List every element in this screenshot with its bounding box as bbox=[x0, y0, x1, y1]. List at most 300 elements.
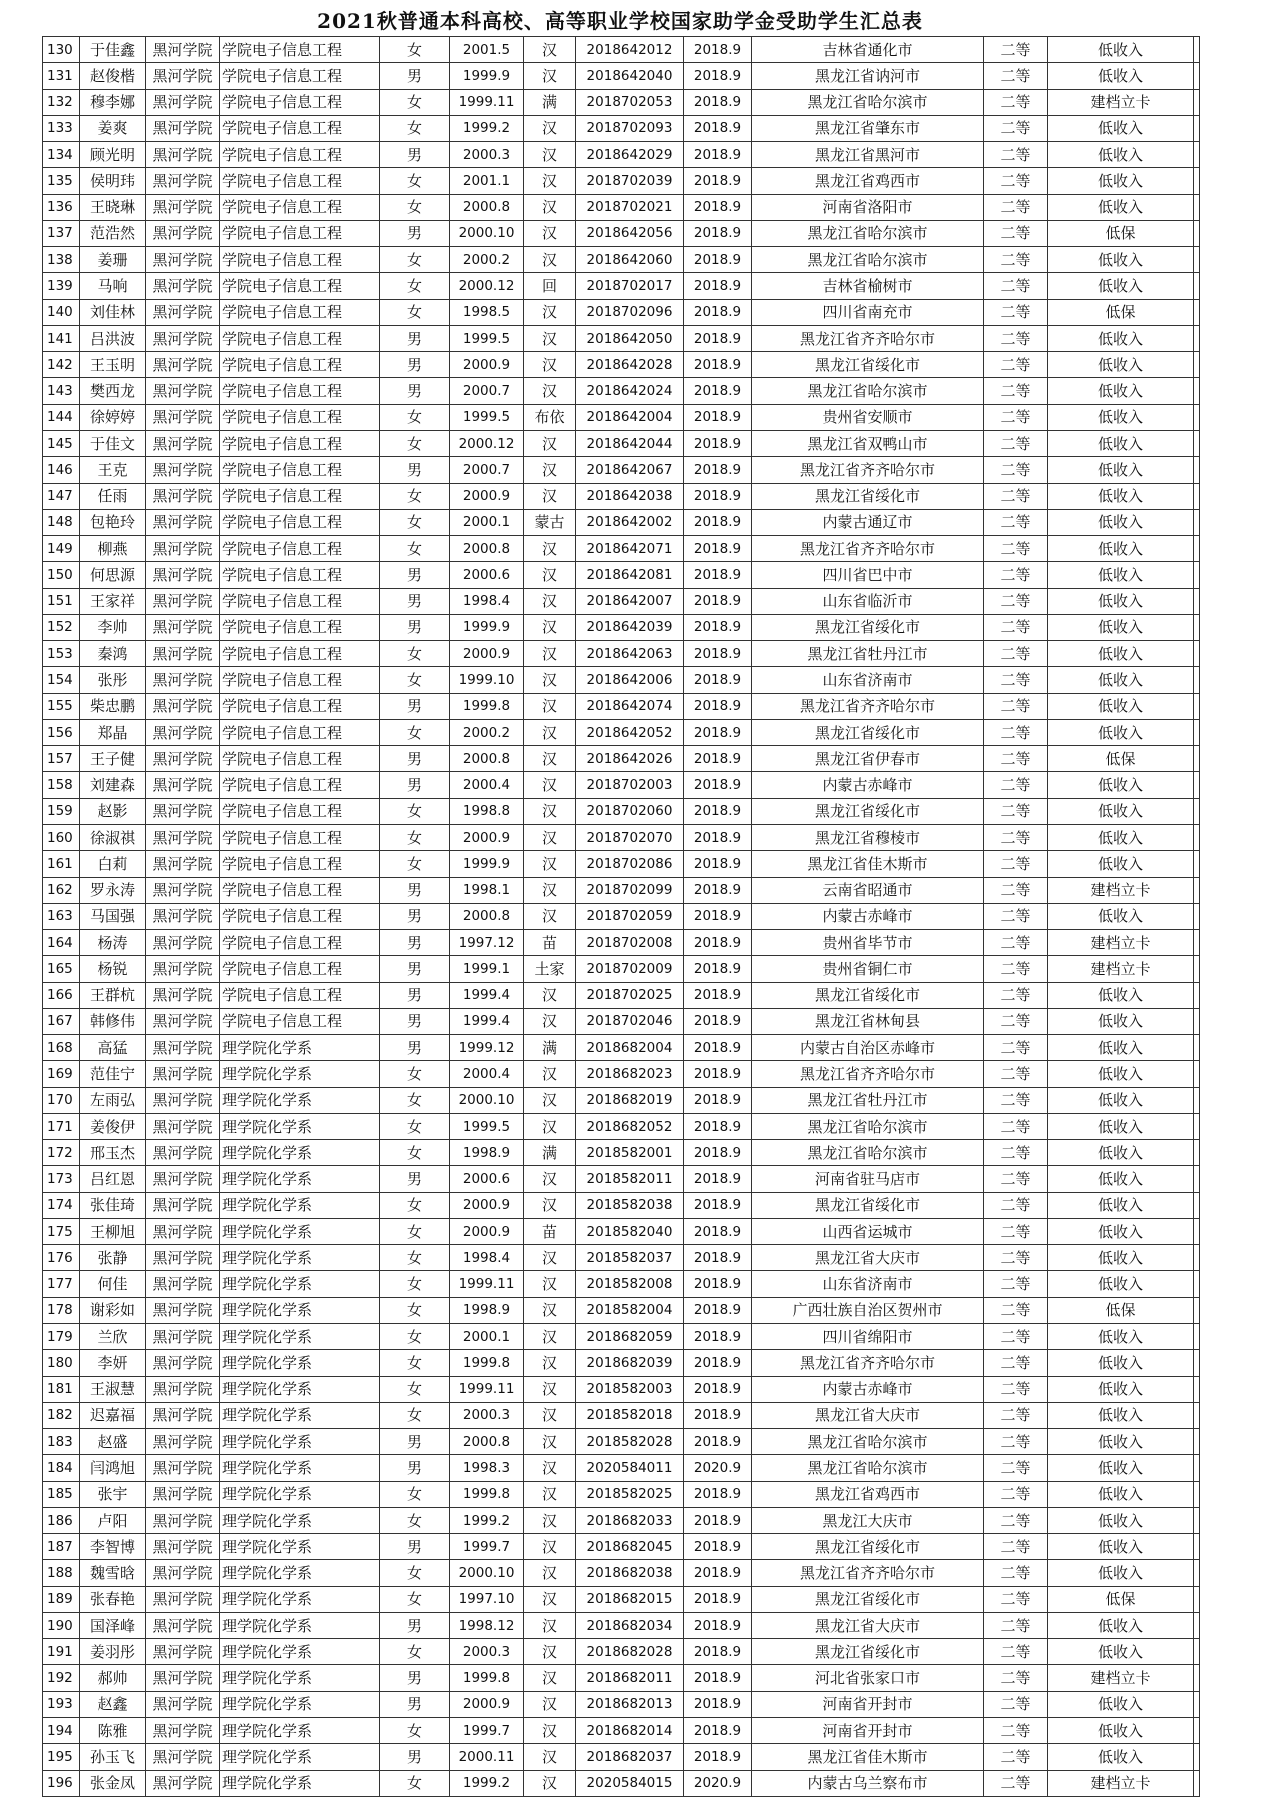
cell-enroll: 2018.9 bbox=[684, 404, 752, 430]
cell-category: 低收入 bbox=[1048, 562, 1194, 588]
cell-name: 赵鑫 bbox=[80, 1691, 146, 1717]
table-row bbox=[43, 772, 1200, 798]
cell-id: 2018642006 bbox=[576, 667, 684, 693]
cell-no: 131 bbox=[43, 63, 80, 89]
cell-empty bbox=[1194, 63, 1200, 89]
cell-level: 二等 bbox=[984, 1586, 1048, 1612]
cell-level: 二等 bbox=[984, 772, 1048, 798]
cell-category: 低收入 bbox=[1048, 1560, 1194, 1586]
cell-category: 低收入 bbox=[1048, 457, 1194, 483]
cell-birth: 2000.10 bbox=[450, 1087, 524, 1113]
cell-enroll: 2018.9 bbox=[684, 1035, 752, 1061]
cell-origin: 吉林省通化市 bbox=[752, 37, 984, 63]
cell-level: 二等 bbox=[984, 719, 1048, 745]
cell-dept: 学院电子信息工程 bbox=[220, 404, 380, 430]
cell-origin: 黑龙江省绥化市 bbox=[752, 1192, 984, 1218]
cell-enroll: 2018.9 bbox=[684, 220, 752, 246]
cell-no: 180 bbox=[43, 1350, 80, 1376]
cell-school: 黑河学院 bbox=[146, 63, 220, 89]
cell-birth: 1999.9 bbox=[450, 63, 524, 89]
cell-level: 二等 bbox=[984, 299, 1048, 325]
cell-no: 153 bbox=[43, 641, 80, 667]
cell-no: 145 bbox=[43, 430, 80, 456]
cell-no: 183 bbox=[43, 1429, 80, 1455]
cell-no: 135 bbox=[43, 168, 80, 194]
table-row bbox=[43, 614, 1200, 640]
cell-id: 2018702086 bbox=[576, 851, 684, 877]
cell-birth: 2000.8 bbox=[450, 536, 524, 562]
cell-enroll: 2020.9 bbox=[684, 1455, 752, 1481]
cell-no: 144 bbox=[43, 404, 80, 430]
cell-dept: 理学院化学系 bbox=[220, 1429, 380, 1455]
cell-school: 黑河学院 bbox=[146, 588, 220, 614]
cell-id: 2018682019 bbox=[576, 1087, 684, 1113]
cell-id: 2018642040 bbox=[576, 63, 684, 89]
cell-ethnicity: 汉 bbox=[524, 220, 576, 246]
cell-name: 范浩然 bbox=[80, 220, 146, 246]
cell-birth: 2000.6 bbox=[450, 562, 524, 588]
cell-name: 何佳 bbox=[80, 1271, 146, 1297]
cell-name: 兰欣 bbox=[80, 1324, 146, 1350]
cell-ethnicity: 汉 bbox=[524, 1350, 576, 1376]
cell-name: 何思源 bbox=[80, 562, 146, 588]
cell-enroll: 2018.9 bbox=[684, 1718, 752, 1744]
cell-empty bbox=[1194, 37, 1200, 63]
cell-dept: 学院电子信息工程 bbox=[220, 641, 380, 667]
cell-origin: 黑龙江省穆棱市 bbox=[752, 824, 984, 850]
cell-name: 吕红恩 bbox=[80, 1166, 146, 1192]
cell-enroll: 2018.9 bbox=[684, 1350, 752, 1376]
cell-birth: 1999.1 bbox=[450, 956, 524, 982]
table-row bbox=[43, 1087, 1200, 1113]
cell-id: 2018582037 bbox=[576, 1245, 684, 1271]
cell-name: 侯明玮 bbox=[80, 168, 146, 194]
cell-id: 2018642063 bbox=[576, 641, 684, 667]
cell-level: 二等 bbox=[984, 1218, 1048, 1244]
cell-gender: 男 bbox=[380, 142, 450, 168]
cell-id: 2018642038 bbox=[576, 483, 684, 509]
cell-school: 黑河学院 bbox=[146, 1008, 220, 1034]
cell-school: 黑河学院 bbox=[146, 115, 220, 141]
cell-dept: 学院电子信息工程 bbox=[220, 220, 380, 246]
table-row bbox=[43, 1271, 1200, 1297]
cell-no: 170 bbox=[43, 1087, 80, 1113]
cell-gender: 男 bbox=[380, 1008, 450, 1034]
cell-birth: 1999.8 bbox=[450, 693, 524, 719]
cell-gender: 女 bbox=[380, 536, 450, 562]
cell-level: 二等 bbox=[984, 63, 1048, 89]
cell-name: 樊西龙 bbox=[80, 378, 146, 404]
cell-id: 2018702017 bbox=[576, 273, 684, 299]
cell-no: 177 bbox=[43, 1271, 80, 1297]
cell-empty bbox=[1194, 877, 1200, 903]
cell-empty bbox=[1194, 798, 1200, 824]
cell-category: 低收入 bbox=[1048, 430, 1194, 456]
cell-birth: 1999.5 bbox=[450, 1113, 524, 1139]
cell-no: 178 bbox=[43, 1297, 80, 1323]
cell-school: 黑河学院 bbox=[146, 851, 220, 877]
cell-category: 低收入 bbox=[1048, 667, 1194, 693]
cell-id: 2018702099 bbox=[576, 877, 684, 903]
cell-level: 二等 bbox=[984, 1481, 1048, 1507]
cell-dept: 学院电子信息工程 bbox=[220, 772, 380, 798]
cell-birth: 2000.11 bbox=[450, 1744, 524, 1770]
cell-dept: 理学院化学系 bbox=[220, 1534, 380, 1560]
cell-category: 低收入 bbox=[1048, 1113, 1194, 1139]
table-row bbox=[43, 1061, 1200, 1087]
cell-dept: 学院电子信息工程 bbox=[220, 851, 380, 877]
cell-no: 136 bbox=[43, 194, 80, 220]
cell-school: 黑河学院 bbox=[146, 1507, 220, 1533]
cell-birth: 1999.8 bbox=[450, 1481, 524, 1507]
cell-ethnicity: 汉 bbox=[524, 877, 576, 903]
cell-empty bbox=[1194, 1612, 1200, 1638]
cell-id: 2018642002 bbox=[576, 509, 684, 535]
cell-gender: 女 bbox=[380, 168, 450, 194]
cell-category: 建档立卡 bbox=[1048, 930, 1194, 956]
cell-ethnicity: 汉 bbox=[524, 1455, 576, 1481]
cell-origin: 黑龙江省齐齐哈尔市 bbox=[752, 536, 984, 562]
cell-level: 二等 bbox=[984, 1744, 1048, 1770]
cell-no: 175 bbox=[43, 1218, 80, 1244]
cell-origin: 黑龙江省哈尔滨市 bbox=[752, 1429, 984, 1455]
cell-ethnicity: 苗 bbox=[524, 1218, 576, 1244]
cell-empty bbox=[1194, 1770, 1200, 1796]
cell-category: 低收入 bbox=[1048, 404, 1194, 430]
cell-school: 黑河学院 bbox=[146, 37, 220, 63]
cell-name: 国泽峰 bbox=[80, 1612, 146, 1638]
cell-birth: 1999.9 bbox=[450, 614, 524, 640]
cell-dept: 学院电子信息工程 bbox=[220, 956, 380, 982]
cell-dept: 学院电子信息工程 bbox=[220, 903, 380, 929]
cell-origin: 黑龙江省绥化市 bbox=[752, 1639, 984, 1665]
cell-name: 李妍 bbox=[80, 1350, 146, 1376]
cell-empty bbox=[1194, 483, 1200, 509]
cell-gender: 女 bbox=[380, 1639, 450, 1665]
cell-empty bbox=[1194, 142, 1200, 168]
cell-name: 谢彩如 bbox=[80, 1297, 146, 1323]
cell-id: 2018582018 bbox=[576, 1402, 684, 1428]
cell-gender: 女 bbox=[380, 89, 450, 115]
cell-no: 174 bbox=[43, 1192, 80, 1218]
cell-level: 二等 bbox=[984, 1691, 1048, 1717]
cell-name: 邢玉杰 bbox=[80, 1140, 146, 1166]
cell-level: 二等 bbox=[984, 667, 1048, 693]
cell-level: 二等 bbox=[984, 142, 1048, 168]
cell-gender: 女 bbox=[380, 851, 450, 877]
cell-category: 低收入 bbox=[1048, 903, 1194, 929]
cell-ethnicity: 汉 bbox=[524, 1402, 576, 1428]
cell-no: 146 bbox=[43, 457, 80, 483]
cell-origin: 吉林省榆树市 bbox=[752, 273, 984, 299]
table-row bbox=[43, 877, 1200, 903]
cell-dept: 理学院化学系 bbox=[220, 1402, 380, 1428]
cell-ethnicity: 汉 bbox=[524, 641, 576, 667]
cell-category: 低收入 bbox=[1048, 641, 1194, 667]
table-row bbox=[43, 1218, 1200, 1244]
cell-origin: 黑龙江省大庆市 bbox=[752, 1612, 984, 1638]
cell-origin: 云南省昭通市 bbox=[752, 877, 984, 903]
cell-id: 2018682052 bbox=[576, 1113, 684, 1139]
cell-school: 黑河学院 bbox=[146, 1744, 220, 1770]
cell-ethnicity: 汉 bbox=[524, 824, 576, 850]
table-row bbox=[43, 247, 1200, 273]
cell-school: 黑河学院 bbox=[146, 509, 220, 535]
cell-gender: 男 bbox=[380, 693, 450, 719]
cell-category: 低收入 bbox=[1048, 798, 1194, 824]
cell-no: 189 bbox=[43, 1586, 80, 1612]
cell-name: 王克 bbox=[80, 457, 146, 483]
cell-birth: 2000.1 bbox=[450, 509, 524, 535]
cell-birth: 1999.5 bbox=[450, 325, 524, 351]
cell-name: 左雨弘 bbox=[80, 1087, 146, 1113]
cell-dept: 理学院化学系 bbox=[220, 1455, 380, 1481]
cell-gender: 女 bbox=[380, 1061, 450, 1087]
table-row bbox=[43, 1455, 1200, 1481]
cell-enroll: 2018.9 bbox=[684, 1507, 752, 1533]
cell-school: 黑河学院 bbox=[146, 1639, 220, 1665]
cell-ethnicity: 汉 bbox=[524, 430, 576, 456]
cell-name: 穆李娜 bbox=[80, 89, 146, 115]
cell-level: 二等 bbox=[984, 1140, 1048, 1166]
cell-birth: 1999.9 bbox=[450, 851, 524, 877]
cell-name: 马响 bbox=[80, 273, 146, 299]
cell-ethnicity: 汉 bbox=[524, 247, 576, 273]
cell-empty bbox=[1194, 1402, 1200, 1428]
cell-empty bbox=[1194, 667, 1200, 693]
table-row bbox=[43, 798, 1200, 824]
cell-enroll: 2018.9 bbox=[684, 37, 752, 63]
cell-school: 黑河学院 bbox=[146, 1218, 220, 1244]
cell-level: 二等 bbox=[984, 194, 1048, 220]
cell-school: 黑河学院 bbox=[146, 457, 220, 483]
table-row bbox=[43, 956, 1200, 982]
cell-dept: 学院电子信息工程 bbox=[220, 1008, 380, 1034]
cell-no: 138 bbox=[43, 247, 80, 273]
cell-birth: 2000.9 bbox=[450, 1218, 524, 1244]
cell-id: 2018682039 bbox=[576, 1350, 684, 1376]
cell-origin: 黑龙江省哈尔滨市 bbox=[752, 89, 984, 115]
cell-birth: 1999.8 bbox=[450, 1665, 524, 1691]
cell-no: 161 bbox=[43, 851, 80, 877]
cell-level: 二等 bbox=[984, 115, 1048, 141]
cell-no: 142 bbox=[43, 352, 80, 378]
cell-enroll: 2018.9 bbox=[684, 1271, 752, 1297]
cell-origin: 山东省临沂市 bbox=[752, 588, 984, 614]
cell-school: 黑河学院 bbox=[146, 1350, 220, 1376]
cell-id: 2018682011 bbox=[576, 1665, 684, 1691]
cell-ethnicity: 汉 bbox=[524, 457, 576, 483]
table-row bbox=[43, 1350, 1200, 1376]
cell-school: 黑河学院 bbox=[146, 1324, 220, 1350]
cell-empty bbox=[1194, 614, 1200, 640]
cell-id: 2018682045 bbox=[576, 1534, 684, 1560]
cell-name: 韩修伟 bbox=[80, 1008, 146, 1034]
cell-level: 二等 bbox=[984, 614, 1048, 640]
cell-id: 2018702008 bbox=[576, 930, 684, 956]
cell-enroll: 2018.9 bbox=[684, 1245, 752, 1271]
cell-id: 2018702096 bbox=[576, 299, 684, 325]
cell-no: 140 bbox=[43, 299, 80, 325]
cell-gender: 女 bbox=[380, 824, 450, 850]
cell-category: 低收入 bbox=[1048, 1402, 1194, 1428]
cell-category: 低收入 bbox=[1048, 1008, 1194, 1034]
cell-category: 建档立卡 bbox=[1048, 1665, 1194, 1691]
cell-birth: 1998.5 bbox=[450, 299, 524, 325]
table-row bbox=[43, 194, 1200, 220]
cell-gender: 女 bbox=[380, 1481, 450, 1507]
table-row bbox=[43, 1691, 1200, 1717]
cell-level: 二等 bbox=[984, 352, 1048, 378]
cell-name: 张彤 bbox=[80, 667, 146, 693]
cell-dept: 理学院化学系 bbox=[220, 1691, 380, 1717]
cell-birth: 1997.10 bbox=[450, 1586, 524, 1612]
cell-birth: 1999.7 bbox=[450, 1534, 524, 1560]
cell-origin: 贵州省毕节市 bbox=[752, 930, 984, 956]
cell-no: 150 bbox=[43, 562, 80, 588]
cell-birth: 1999.2 bbox=[450, 1507, 524, 1533]
cell-origin: 黑龙江省绥化市 bbox=[752, 352, 984, 378]
cell-ethnicity: 汉 bbox=[524, 1061, 576, 1087]
cell-birth: 1999.8 bbox=[450, 1350, 524, 1376]
cell-id: 2018682034 bbox=[576, 1612, 684, 1638]
cell-id: 2018582028 bbox=[576, 1429, 684, 1455]
cell-ethnicity: 汉 bbox=[524, 772, 576, 798]
cell-school: 黑河学院 bbox=[146, 772, 220, 798]
cell-id: 2018642024 bbox=[576, 378, 684, 404]
cell-dept: 学院电子信息工程 bbox=[220, 614, 380, 640]
table-row bbox=[43, 824, 1200, 850]
cell-dept: 学院电子信息工程 bbox=[220, 798, 380, 824]
cell-birth: 2000.12 bbox=[450, 273, 524, 299]
cell-gender: 男 bbox=[380, 1035, 450, 1061]
cell-ethnicity: 回 bbox=[524, 273, 576, 299]
cell-dept: 理学院化学系 bbox=[220, 1350, 380, 1376]
cell-gender: 男 bbox=[380, 1166, 450, 1192]
cell-level: 二等 bbox=[984, 1534, 1048, 1560]
cell-no: 151 bbox=[43, 588, 80, 614]
cell-school: 黑河学院 bbox=[146, 1586, 220, 1612]
cell-name: 柳燕 bbox=[80, 536, 146, 562]
cell-empty bbox=[1194, 641, 1200, 667]
cell-empty bbox=[1194, 1061, 1200, 1087]
cell-ethnicity: 满 bbox=[524, 1140, 576, 1166]
cell-ethnicity: 汉 bbox=[524, 1770, 576, 1796]
cell-origin: 黑龙江省牡丹江市 bbox=[752, 1087, 984, 1113]
cell-name: 姜珊 bbox=[80, 247, 146, 273]
cell-category: 低收入 bbox=[1048, 1192, 1194, 1218]
table-row bbox=[43, 1008, 1200, 1034]
cell-birth: 2001.5 bbox=[450, 37, 524, 63]
cell-origin: 黑龙江省鸡西市 bbox=[752, 1481, 984, 1507]
cell-empty bbox=[1194, 273, 1200, 299]
cell-enroll: 2018.9 bbox=[684, 719, 752, 745]
cell-empty bbox=[1194, 115, 1200, 141]
cell-id: 2018702059 bbox=[576, 903, 684, 929]
cell-enroll: 2018.9 bbox=[684, 536, 752, 562]
cell-id: 2018582040 bbox=[576, 1218, 684, 1244]
cell-enroll: 2018.9 bbox=[684, 1639, 752, 1665]
cell-school: 黑河学院 bbox=[146, 1087, 220, 1113]
cell-ethnicity: 蒙古 bbox=[524, 509, 576, 535]
cell-school: 黑河学院 bbox=[146, 247, 220, 273]
cell-id: 2018702060 bbox=[576, 798, 684, 824]
cell-school: 黑河学院 bbox=[146, 1192, 220, 1218]
cell-origin: 黑龙江省绥化市 bbox=[752, 1586, 984, 1612]
cell-school: 黑河学院 bbox=[146, 798, 220, 824]
cell-name: 任雨 bbox=[80, 483, 146, 509]
cell-name: 顾光明 bbox=[80, 142, 146, 168]
cell-birth: 2000.7 bbox=[450, 378, 524, 404]
cell-id: 2018642044 bbox=[576, 430, 684, 456]
cell-gender: 男 bbox=[380, 63, 450, 89]
cell-level: 二等 bbox=[984, 1770, 1048, 1796]
cell-enroll: 2018.9 bbox=[684, 667, 752, 693]
cell-empty bbox=[1194, 1481, 1200, 1507]
cell-ethnicity: 汉 bbox=[524, 1113, 576, 1139]
cell-level: 二等 bbox=[984, 1507, 1048, 1533]
table-row bbox=[43, 1192, 1200, 1218]
table-row bbox=[43, 1770, 1200, 1796]
cell-birth: 2000.9 bbox=[450, 483, 524, 509]
cell-level: 二等 bbox=[984, 982, 1048, 1008]
cell-birth: 2000.10 bbox=[450, 1560, 524, 1586]
table-row bbox=[43, 483, 1200, 509]
cell-ethnicity: 土家 bbox=[524, 956, 576, 982]
cell-gender: 女 bbox=[380, 1297, 450, 1323]
cell-school: 黑河学院 bbox=[146, 1612, 220, 1638]
cell-gender: 男 bbox=[380, 562, 450, 588]
cell-gender: 女 bbox=[380, 1507, 450, 1533]
cell-category: 低收入 bbox=[1048, 1691, 1194, 1717]
table-row bbox=[43, 378, 1200, 404]
table-row bbox=[43, 430, 1200, 456]
cell-enroll: 2018.9 bbox=[684, 982, 752, 1008]
cell-gender: 男 bbox=[380, 772, 450, 798]
cell-dept: 理学院化学系 bbox=[220, 1192, 380, 1218]
cell-no: 132 bbox=[43, 89, 80, 115]
cell-no: 149 bbox=[43, 536, 80, 562]
cell-level: 二等 bbox=[984, 1560, 1048, 1586]
cell-ethnicity: 汉 bbox=[524, 1008, 576, 1034]
cell-no: 163 bbox=[43, 903, 80, 929]
cell-gender: 女 bbox=[380, 483, 450, 509]
cell-id: 2018642039 bbox=[576, 614, 684, 640]
cell-dept: 学院电子信息工程 bbox=[220, 299, 380, 325]
cell-origin: 黑龙江省林甸县 bbox=[752, 1008, 984, 1034]
cell-empty bbox=[1194, 1271, 1200, 1297]
cell-ethnicity: 汉 bbox=[524, 63, 576, 89]
cell-gender: 女 bbox=[380, 1560, 450, 1586]
cell-origin: 内蒙古自治区赤峰市 bbox=[752, 1035, 984, 1061]
cell-category: 低收入 bbox=[1048, 851, 1194, 877]
cell-level: 二等 bbox=[984, 1324, 1048, 1350]
cell-id: 2018682037 bbox=[576, 1744, 684, 1770]
cell-school: 黑河学院 bbox=[146, 430, 220, 456]
table-row bbox=[43, 1429, 1200, 1455]
cell-birth: 1998.4 bbox=[450, 588, 524, 614]
cell-dept: 学院电子信息工程 bbox=[220, 142, 380, 168]
cell-name: 徐淑祺 bbox=[80, 824, 146, 850]
cell-empty bbox=[1194, 693, 1200, 719]
cell-category: 低收入 bbox=[1048, 1507, 1194, 1533]
cell-level: 二等 bbox=[984, 641, 1048, 667]
cell-ethnicity: 汉 bbox=[524, 982, 576, 1008]
cell-category: 低保 bbox=[1048, 220, 1194, 246]
cell-empty bbox=[1194, 1586, 1200, 1612]
cell-no: 179 bbox=[43, 1324, 80, 1350]
cell-origin: 河南省开封市 bbox=[752, 1691, 984, 1717]
